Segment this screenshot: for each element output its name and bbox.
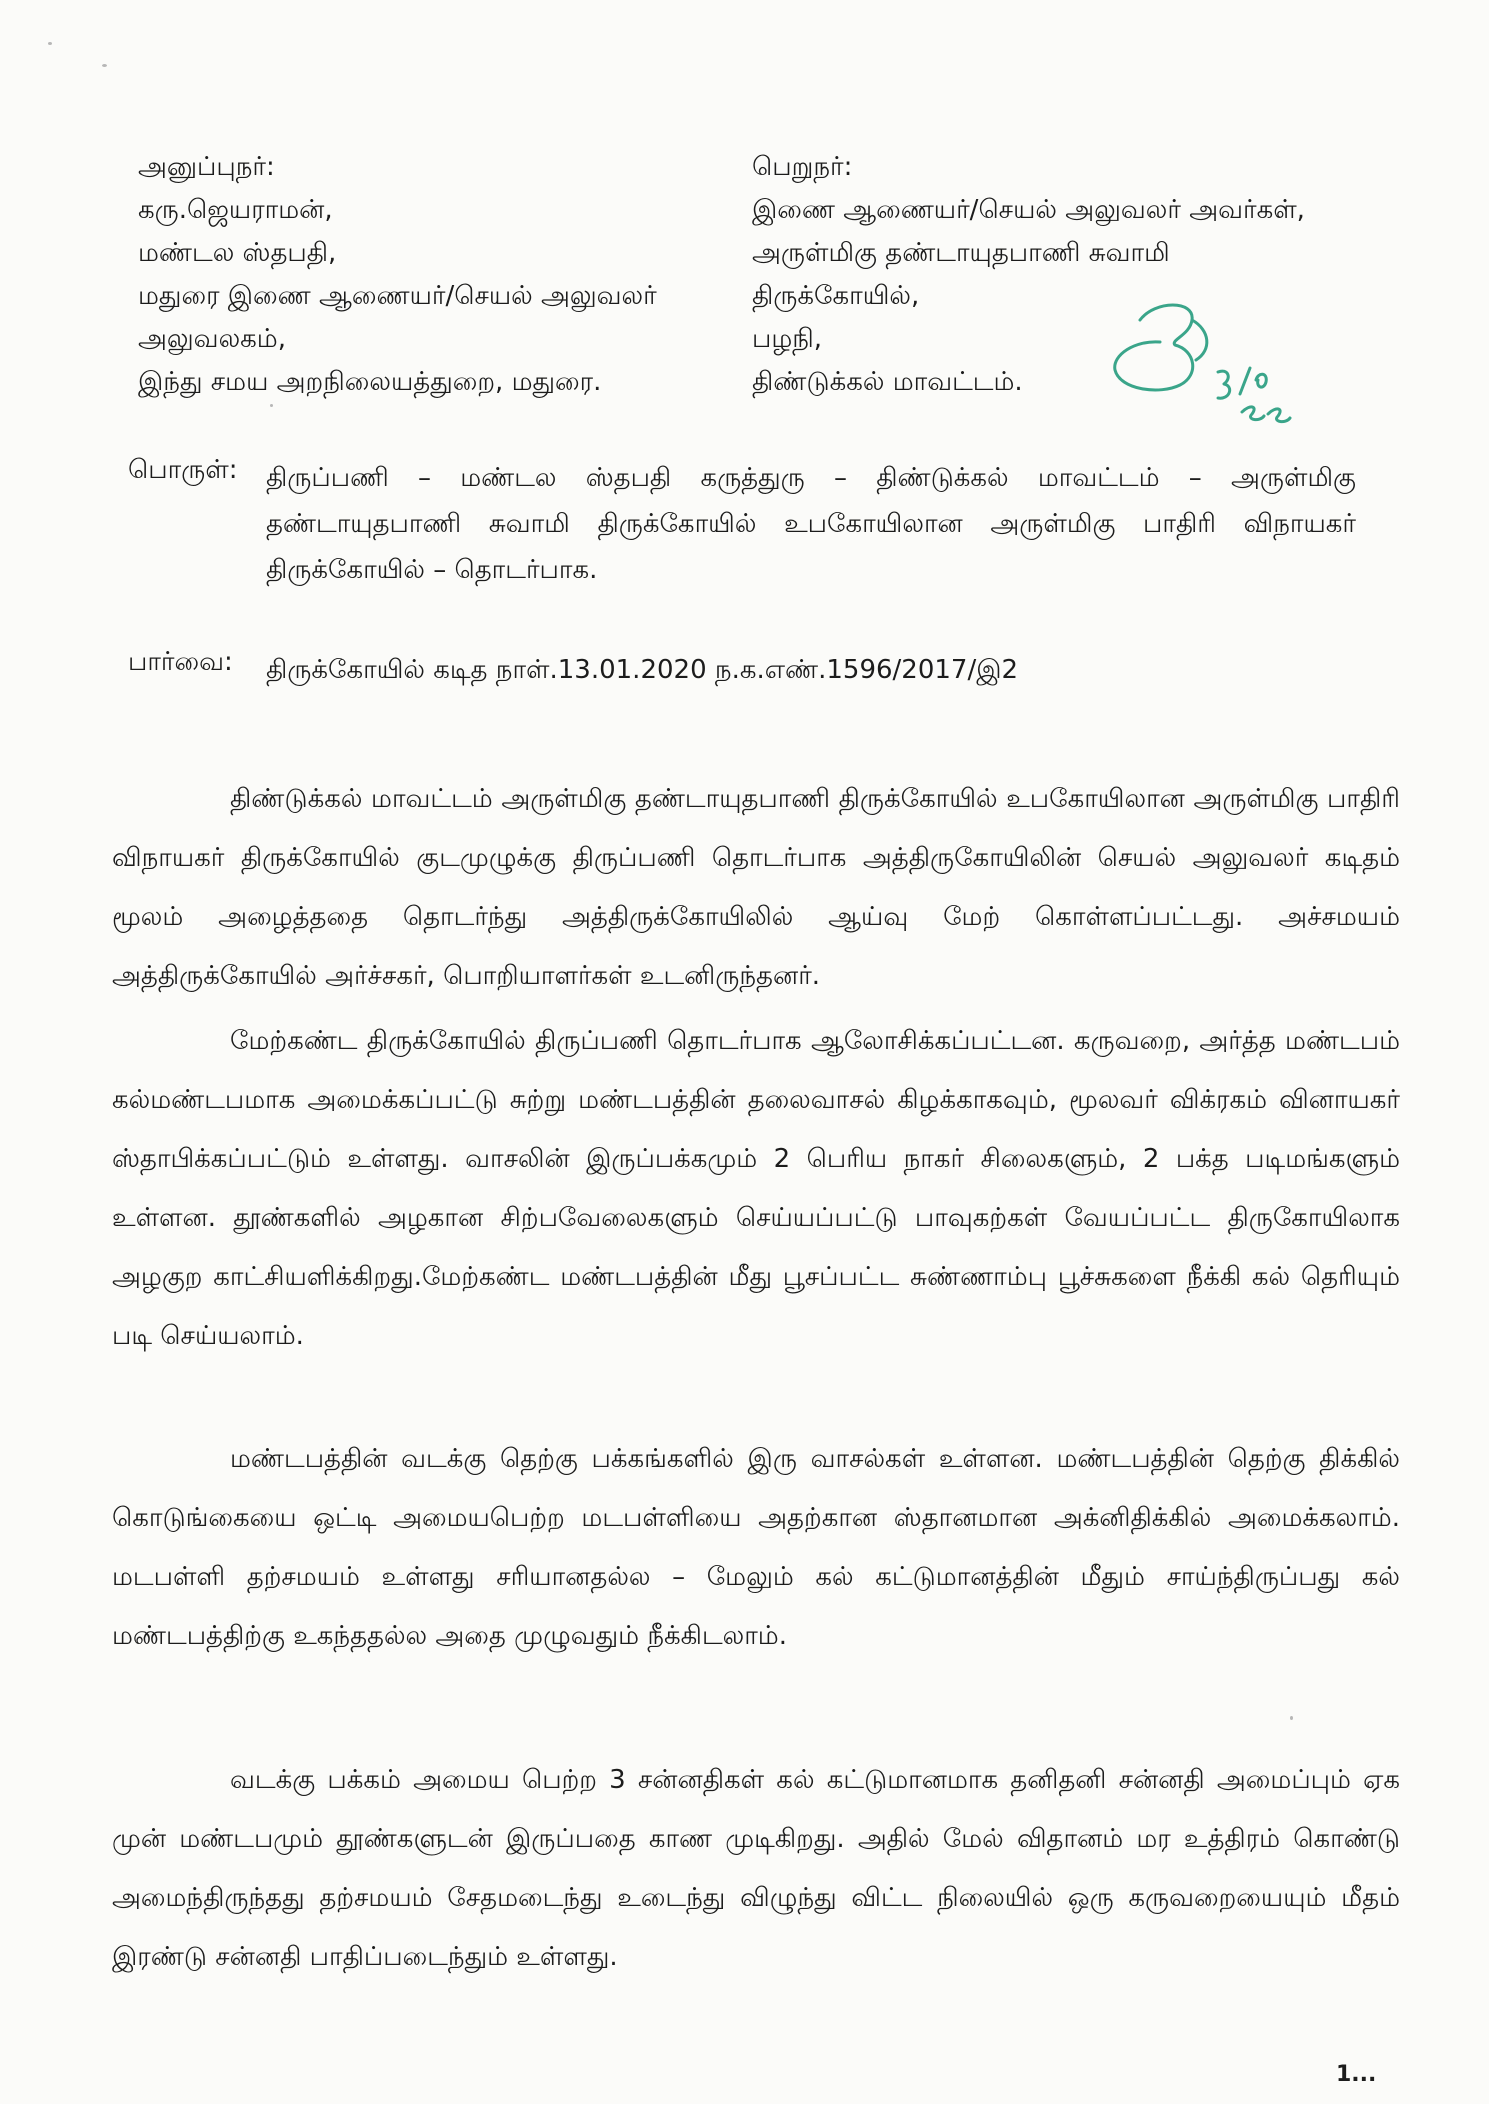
reference-label: பார்வை:: [128, 647, 233, 677]
sender-office-line-2: அலுவலகம்,: [138, 324, 286, 354]
sender-office-line-1: மதுரை இணை ஆணையர்/செயல் அலுவலர்: [138, 281, 657, 311]
receiver-district: திண்டுக்கல் மாவட்டம்.: [752, 367, 1023, 397]
receiver-heading: பெறுநர்:: [752, 152, 853, 182]
subject-label: பொருள்:: [128, 455, 238, 485]
sender-department: இந்து சமய அறநிலையத்துறை, மதுரை.: [138, 367, 602, 397]
receiver-designation: இணை ஆணையர்/செயல் அலுவலர் அவர்கள்,: [752, 195, 1305, 225]
body-paragraph-3: மண்டபத்தின் வடக்கு தெற்கு பக்கங்களில் இரு வாசல்கள் உள்ளன. மண்டபத்தின் தெற்கு திக்கில் கொடுங்கையை ஒட்டி அமையபெற்ற மடபள்ளியை அதற்கான ஸ்தானமான அக்னிதிக்கில் அமைக்கலாம். மடபள்ளி தற்சமயம் உள்ளது சரியானதல்ல – மேலும் கல் கட்டுமானத்தின் மீதும் சாய்ந்திருப்பது கல் மண்டபத்திற்கு உகந்ததல்ல அதை முழுவதும் நீக்கிடலாம்.: [112, 1444, 1400, 1651]
handwritten-initials-signature: [1100, 290, 1330, 430]
subject-text: திருப்பணி – மண்டல ஸ்தபதி கருத்துரு – திண்டுக்கல் மாவட்டம் – அருள்மிகு தண்டாயுதபாணி சுவாமி திருக்கோயில் உபகோயிலான அருள்மிகு பாதிரி விநாயகர் திருக்கோயில் – தொடர்பாக.: [266, 463, 1356, 585]
sender-address: [138, 146, 657, 404]
receiver-temple-line-2: திருக்கோயில்,: [752, 281, 920, 311]
scan-speck: [270, 404, 273, 407]
body-paragraph-2: மேற்கண்ட திருக்கோயில் திருப்பணி தொடர்பாக ஆலோசிக்கப்பட்டன. கருவறை, அர்த்த மண்டபம் கல்மண்டபமாக அமைக்கப்பட்டு சுற்று மண்டபத்தின் தலைவாசல் கிழக்காகவும், மூலவர் விக்ரகம் வினாயகர் ஸ்தாபிக்கப்பட்டும் உள்ளது. வாசலின் இருப்பக்கமும் 2 பெரிய நாகர் சிலைகளும், 2 பக்த படிமங்களும் உள்ளன. தூண்களில் அழகான சிற்பவேலைகளும் செய்யப்பட்டு பாவுகற்கள் வேயப்பட்ட திருகோயிலாக அழகுற காட்சியளிக்கிறது.மேற்கண்ட மண்டபத்தின் மீது பூசப்பட்ட சுண்ணாம்பு பூச்சுகளை நீக்கி கல் தெரியும் படி செய்யலாம்.: [112, 1026, 1400, 1351]
scan-speck: [48, 42, 52, 45]
scan-speck: [1290, 1716, 1293, 1720]
reference-text: திருக்கோயில் கடித நாள்.13.01.2020 ந.க.எண்.1596/2017/இ2: [266, 655, 1019, 685]
receiver-temple-line-1: அருள்மிகு தண்டாயுதபாணி சுவாமி: [752, 238, 1170, 268]
sender-designation: மண்டல ஸ்தபதி,: [138, 238, 337, 268]
receiver-town: பழநி,: [752, 324, 823, 354]
body-paragraph-1: திண்டுக்கல் மாவட்டம் அருள்மிகு தண்டாயுதபாணி திருக்கோயில் உபகோயிலான அருள்மிகு பாதிரி விநாயகர் திருக்கோயில் குடமுழுக்கு திருப்பணி தொடர்பாக அத்திருகோயிலின் செயல் அலுவலர் கடிதம் மூலம் அழைத்ததை தொடர்ந்து அத்திருக்கோயிலில் ஆய்வு மேற் கொள்ளப்பட்டது. அச்சமயம் அத்திருக்கோயில் அர்ச்சகர், பொறியாளர்கள் உடனிருந்தனர்.: [112, 784, 1400, 991]
sender-heading: அனுப்புநர்:: [138, 152, 275, 182]
sender-name: கரு.ஜெயராமன்,: [138, 195, 333, 225]
scan-speck: [102, 64, 107, 67]
body-paragraph-4: வடக்கு பக்கம் அமைய பெற்ற 3 சன்னதிகள் கல் கட்டுமானமாக தனிதனி சன்னதி அமைப்பும் ஏக முன் மண்டபமும் தூண்களுடன் இருப்பதை காண முடிகிறது. அதில் மேல் விதானம் மர உத்திரம் கொண்டு அமைந்திருந்தது தற்சமயம் சேதமடைந்து உடைந்து விழுந்து விட்ட நிலையில் ஒரு கருவறையையும் மீதம் இரண்டு சன்னதி பாதிப்படைந்தும் உள்ளது.: [112, 1765, 1400, 1972]
page-number: 1...: [1336, 2062, 1377, 2087]
